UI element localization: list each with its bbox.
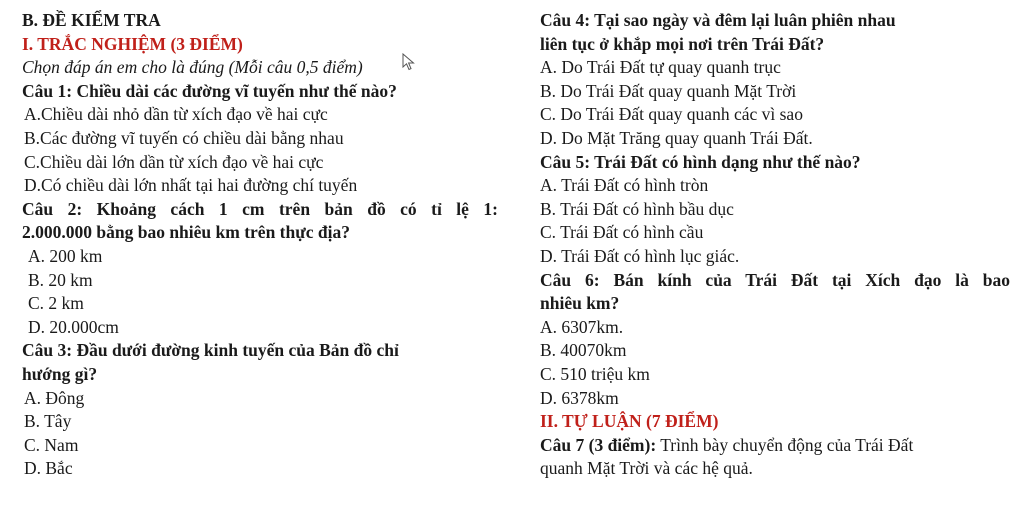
q2-option-b: B. 20 km	[28, 269, 93, 290]
q2-option-c: C. 2 km	[28, 293, 84, 314]
question-3-line-2: hướng gì?	[22, 363, 98, 384]
q1-option-d: D.Có chiều dài lớn nhất tại hai đường chí tuyến	[24, 175, 358, 196]
question-6-line-2: nhiêu km?	[540, 293, 620, 314]
section-b-heading: B. ĐỀ KIỂM TRA	[22, 10, 161, 30]
right-column	[540, 9, 1010, 481]
question-7-line-1	[540, 434, 1010, 458]
q5-option-b: B. Trái Đất có hình bầu dục	[540, 198, 734, 219]
question-1: Câu 1: Chiều dài các đường vĩ tuyến như thế nào?	[22, 80, 397, 101]
q5-option-c: C. Trái Đất có hình cầu	[540, 222, 704, 243]
q5-option-a: A. Trái Đất có hình tròn	[540, 175, 709, 196]
q6-option-a: A. 6307km.	[540, 316, 624, 337]
q6-option-b: B. 40070km	[540, 340, 627, 361]
q4-option-b: B. Do Trái Đất quay quanh Mặt Trời	[540, 80, 797, 101]
q3-option-b: B. Tây	[24, 411, 72, 432]
question-7-text: Trình bày chuyển động của Trái Đất	[656, 434, 914, 455]
left-column	[22, 9, 498, 481]
q1-option-c: C.Chiều dài lớn dần từ xích đạo về hai cực	[24, 151, 324, 172]
question-7-label: Câu 7 (3 điểm):	[540, 434, 657, 455]
q3-option-c: C. Nam	[24, 434, 79, 455]
q4-option-d: D. Do Mặt Trăng quay quanh Trái Đất.	[540, 127, 813, 148]
q6-option-c: C. 510 triệu km	[540, 363, 650, 384]
question-2-line-1: Câu 2: Khoảng cách 1 cm trên bản đồ có tỉ lệ 1:	[22, 198, 498, 219]
q1-option-b: B.Các đường vĩ tuyến có chiều dài bằng nhau	[24, 127, 344, 148]
q6-option-d: D. 6378km	[540, 387, 619, 408]
q1-option-a: A.Chiều dài nhỏ dần từ xích đạo về hai cực	[24, 104, 328, 125]
question-3-line-1: Câu 3: Đầu dưới đường kinh tuyến của Bản đồ chỉ	[22, 340, 399, 361]
instruction-text: Chọn đáp án em cho là đúng (Mỗi câu 0,5 điểm)	[22, 57, 363, 78]
section-ii-heading: II. TỰ LUẬN (7 ĐIỂM)	[540, 411, 719, 432]
q2-option-d: D. 20.000cm	[28, 316, 119, 337]
question-7-line-2: quanh Mặt Trời và các hệ quả.	[540, 458, 753, 479]
q2-option-a: A. 200 km	[28, 245, 103, 266]
q4-option-a: A. Do Trái Đất tự quay quanh trục	[540, 57, 781, 78]
question-4-line-2: liên tục ở khắp mọi nơi trên Trái Đất?	[540, 33, 825, 54]
q4-option-c: C. Do Trái Đất quay quanh các vì sao	[540, 104, 803, 125]
question-6-line-1: Câu 6: Bán kính của Trái Đất tại Xích đạo là bao	[540, 269, 1010, 290]
question-2-line-2: 2.000.000 bằng bao nhiêu km trên thực địa?	[22, 222, 350, 243]
q3-option-a: A. Đông	[24, 387, 85, 408]
question-4-line-1: Câu 4: Tại sao ngày và đêm lại luân phiên nhau	[540, 10, 896, 30]
q5-option-d: D. Trái Đất có hình lục giác.	[540, 245, 740, 266]
question-5: Câu 5: Trái Đất có hình dạng như thế nào?	[540, 151, 861, 172]
q3-option-d: D. Bắc	[24, 458, 73, 479]
section-i-heading: I. TRẮC NGHIỆM (3 ĐIỂM)	[22, 33, 243, 54]
